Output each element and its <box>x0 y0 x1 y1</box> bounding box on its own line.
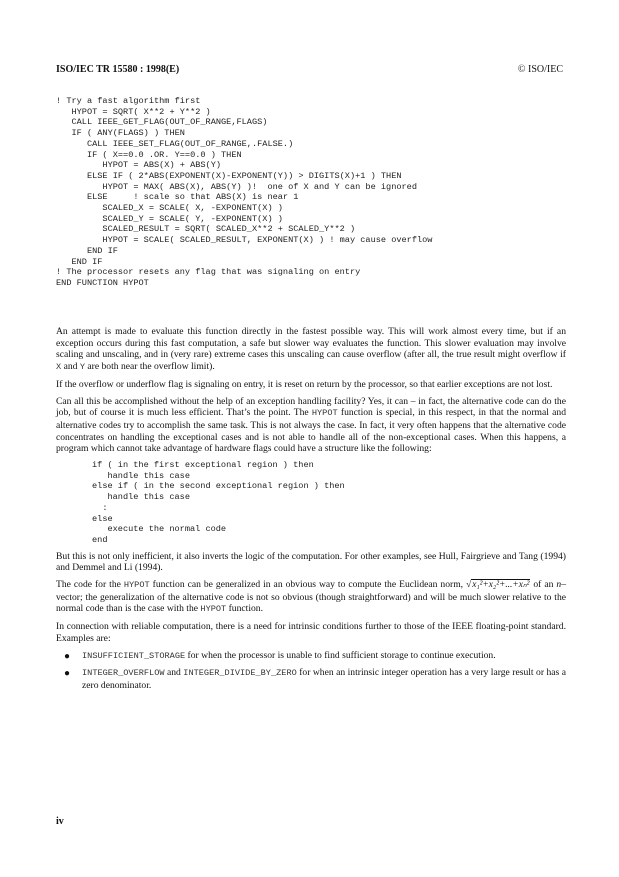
text-span: for when an intrinsic integer operation has a very large result or has a zero denominator. <box>82 667 566 691</box>
header-standard-id: ISO/IEC TR 15580 : 1998(E) <box>56 64 180 75</box>
list-item <box>56 667 566 691</box>
text-span: function is special, in this respect, in that the normal and alternative codes try to accomplish the same task. This is not always the case. In fact, it very often happens that the alternative code concentrates on handling the exceptional cases and is not able to handle all of the non-exceptional cases. When this happens, a program which cannot take advantage of hardware flags could have a structure like the following: <box>56 407 566 455</box>
bullet-list <box>56 650 566 692</box>
bullet-icon: ● <box>64 668 71 680</box>
formula-radicand: x₁²+x₂²+...+xₙ² <box>472 580 530 591</box>
text-span: function. <box>226 603 263 615</box>
code-block-hypot: ! Try a fast algorithm first HYPOT = SQRT( X**2 + Y**2 ) CALL IEEE_GET_FLAG(OUT_OF_RANGE,FLAGS) IF ( ANY(FLAGS) ) THEN CALL IEEE_SET_FLAG(OUT_OF_RANGE,.FALSE.) IF ( X==0.0 .OR. Y==0.0 ) THEN HYPOT = ABS(X) + ABS(Y) ELSE IF ( 2*ABS(EXPONENT(X)-EXPONENT(Y)) > DIGITS(X)+1 ) THEN HYPOT = MAX( ABS(X), ABS(Y) )! one of X and Y can be ignored ELSE ! scale so that ABS(X) is near 1 SCALED_X = SCALE( X, -EXPONENT(X) ) SCALED_Y = SCALE( Y, -EXPONENT(X) ) SCALED_RESULT = SQRT( SCALED_X**2 + SCALED_Y**2 ) HYPOT = SCALE( SCALED_RESULT, EXPONENT(X) ) ! may cause overflow END IF END IF ! The processor resets any flag that was signaling on entry END FUNCTION HYPOT <box>56 96 433 288</box>
inline-code-x: X <box>56 362 62 373</box>
inline-code-condition: INTEGER_DIVIDE_BY_ZERO <box>183 668 297 679</box>
inline-code-hypot: HYPOT <box>200 604 227 615</box>
text-span: are both near the overflow limit). <box>85 361 215 373</box>
text-span: –vector; the generalization of the alternative code is not so obvious (though straightforward) and will be much slower relative to the normal code than is the case with the <box>56 579 566 615</box>
code-block-structure: if ( in the first exceptional region ) then handle this case else if ( in the second exceptional region ) then handle this case : else execute the normal code end <box>92 460 345 545</box>
paragraph-5 <box>56 579 566 616</box>
list-item <box>56 650 566 663</box>
inline-code-condition: INSUFFICIENT_STORAGE <box>82 650 186 661</box>
text-span: and <box>164 667 184 679</box>
text-span: An attempt is made to evaluate this function directly in the fastest possible way. This will work almost every time, but if an exception occurs during this fast computation, a safe but slower way evaluates the function. This slower evaluation may involve scaling and unscaling, and in (very rare) extreme cases this unscaling can cause overflow (after all, the true result might overflow if <box>56 326 566 361</box>
text-span: for when the processor is unable to find sufficient storage to continue execution. <box>185 649 496 661</box>
text-span: The code for the <box>56 579 124 591</box>
bullet-icon: ● <box>64 650 71 662</box>
paragraph-2: If the overflow or underflow flag is signaling on entry, it is reset on return by the processor, so that earlier exceptions are not lost. <box>56 378 553 390</box>
page-number: iv <box>56 816 64 827</box>
paragraph-4: But this is not only inefficient, it also inverts the logic of the computation. For other examples, see Hull, Fairgrieve and Tang (1994) and Demmel and Li (1994). <box>56 550 566 574</box>
text-span: function can be generalized in an obvious way to compute the Euclidean norm, <box>149 579 467 591</box>
inline-code-hypot: HYPOT <box>311 408 338 419</box>
inline-code-hypot: HYPOT <box>123 580 150 591</box>
inline-code-y: Y <box>79 362 85 373</box>
body-text <box>56 326 566 697</box>
text-span: of an <box>530 579 557 591</box>
header-copyright: © ISO/IEC <box>517 64 563 75</box>
paragraph-1 <box>56 326 566 374</box>
italic-n: n <box>556 579 562 591</box>
paragraph-3 <box>56 396 566 456</box>
page-header <box>56 64 563 78</box>
text-span: and <box>61 361 80 373</box>
text-span: Can all this be accomplished without the help of an exception handling facility? Yes, it can – in fact, the alternative code can do the job, but of course it is much less efficient. That’s the point. The <box>56 395 566 419</box>
euclidean-norm-formula: √x₁²+x₂²+...+xₙ² <box>466 580 530 591</box>
inline-code-condition: INTEGER_OVERFLOW <box>82 668 165 679</box>
paragraph-6: In connection with reliable computation, there is a need for intrinsic conditions further to those of the IEEE floating-point standard. Examples are: <box>56 621 566 644</box>
